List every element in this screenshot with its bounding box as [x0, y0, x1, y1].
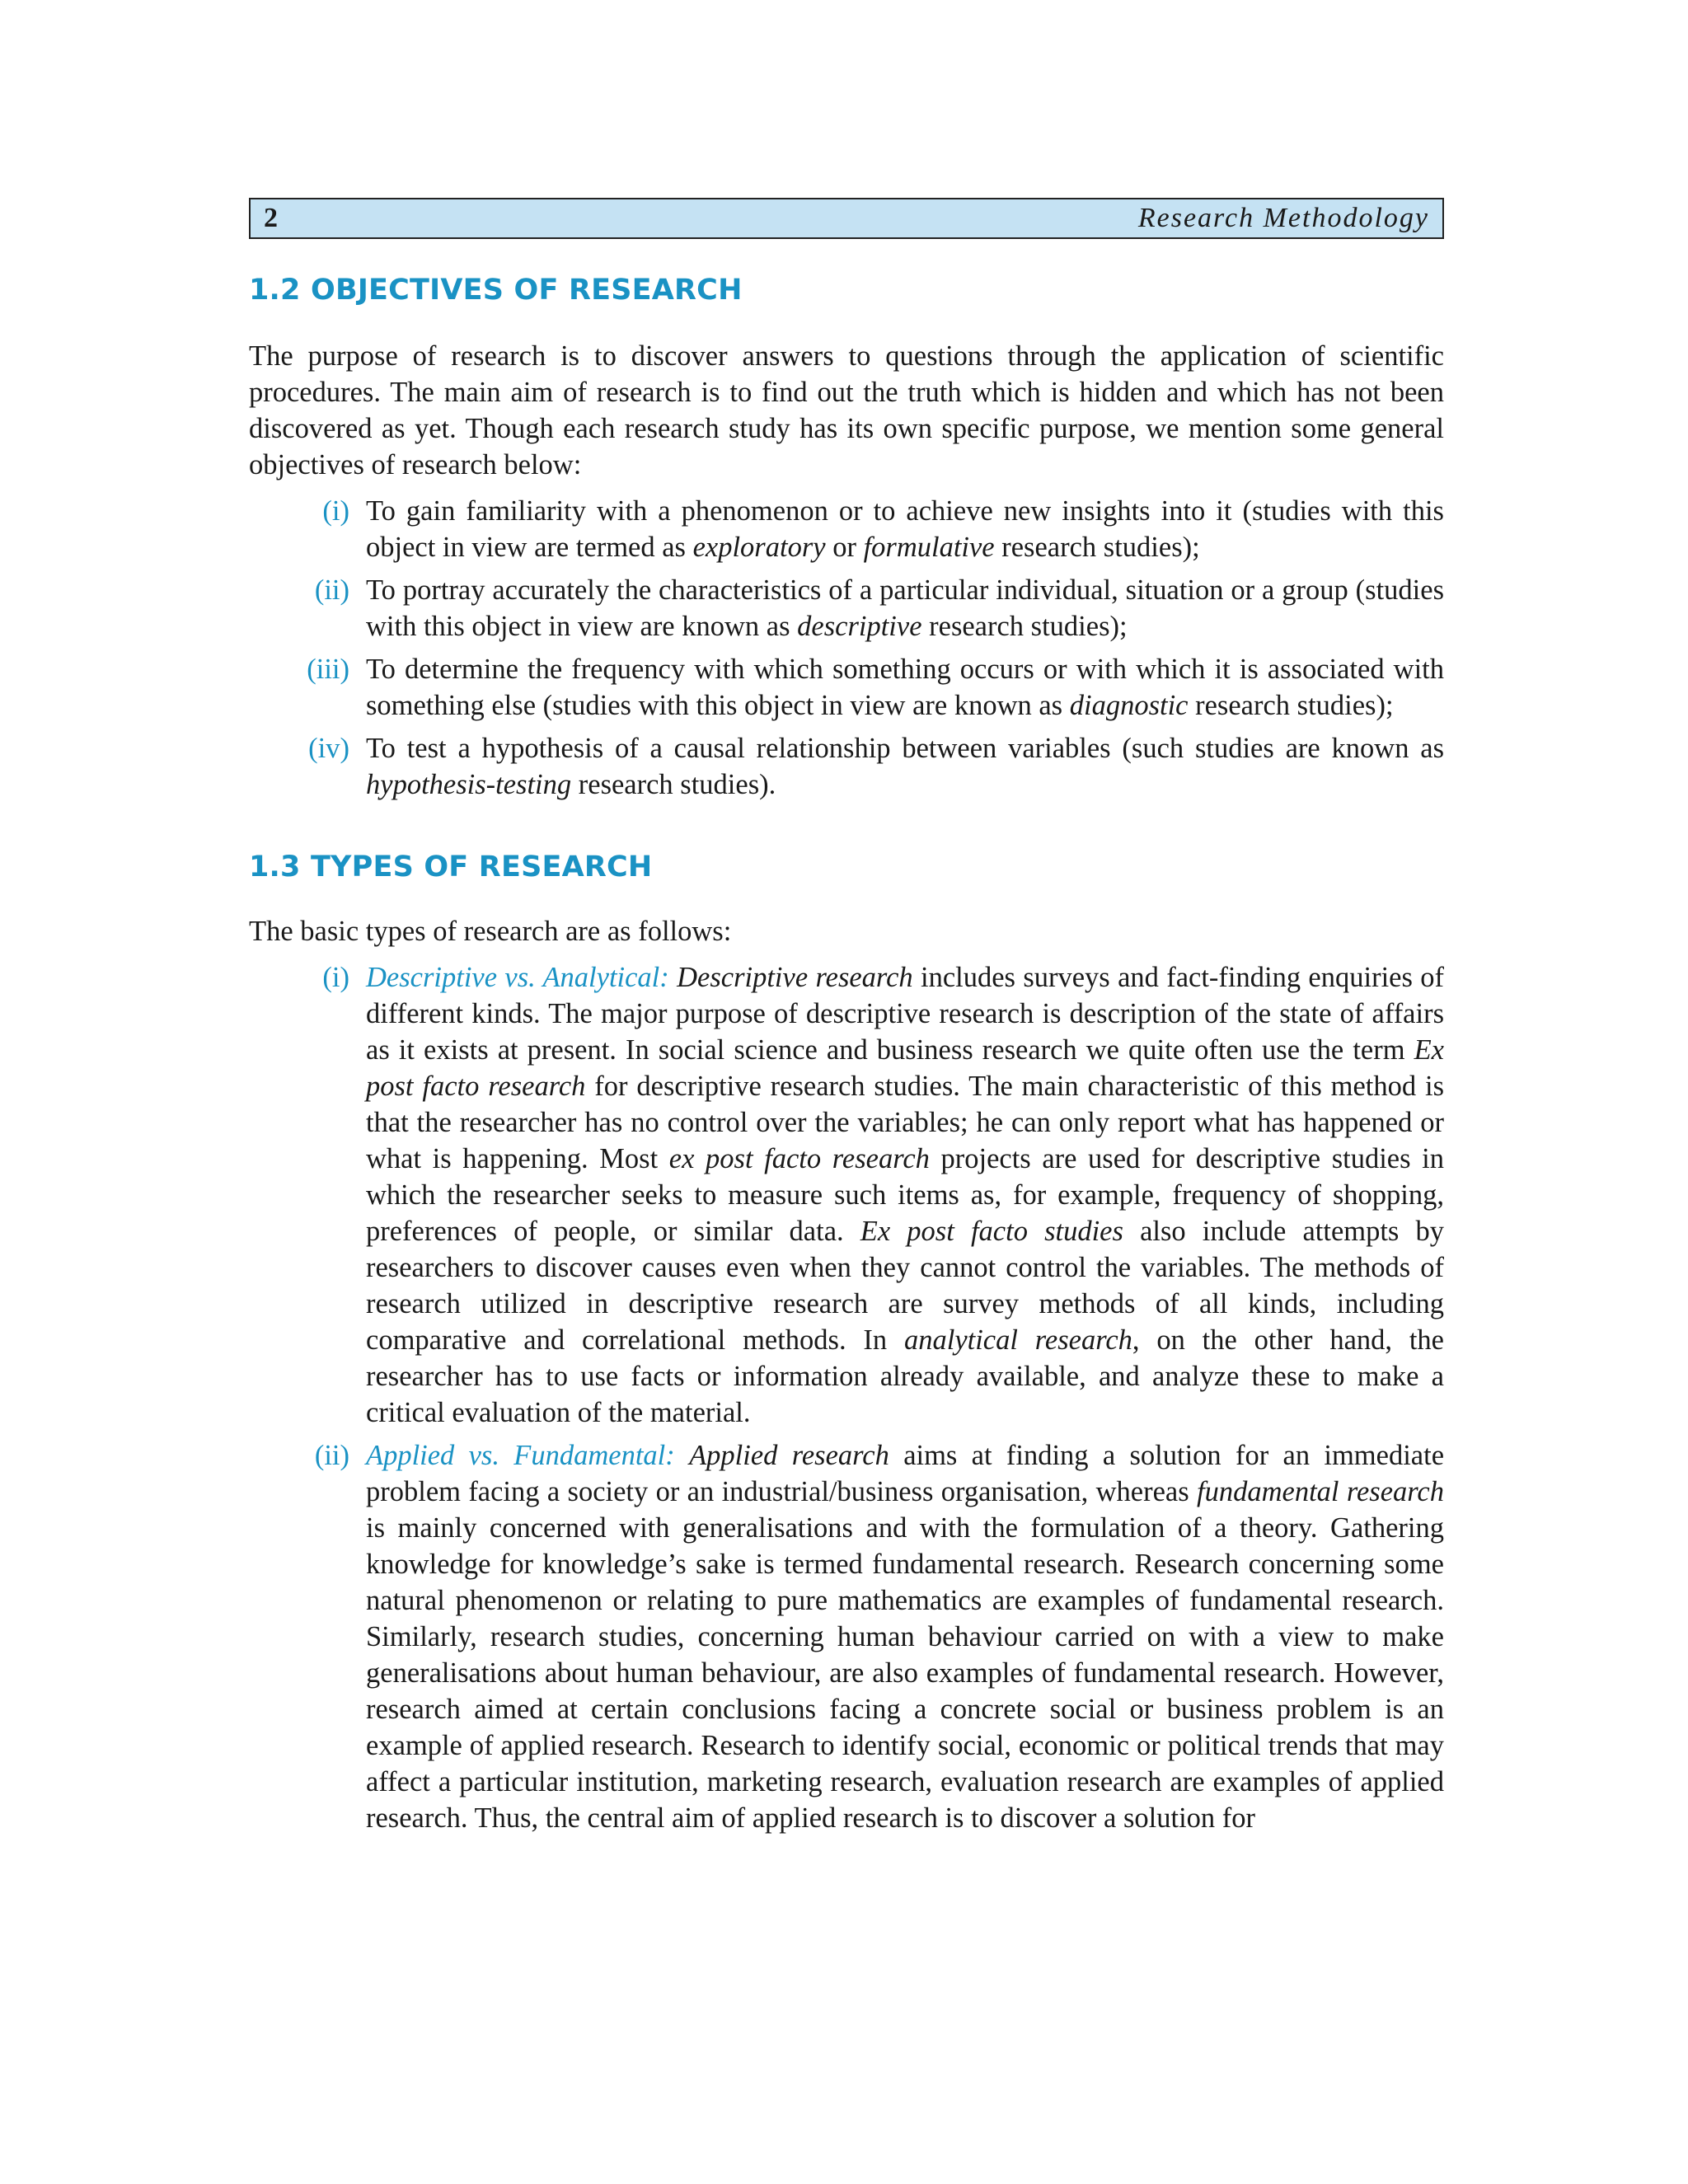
emphasis-term: Applied research — [689, 1440, 889, 1471]
emphasis-term: formulative — [863, 532, 995, 563]
item-number: (iii) — [307, 654, 349, 685]
page-number: 2 — [264, 203, 278, 233]
item-text: Applied vs. Fundamental: Applied research aims at finding a solution for an immediate problem facing a society or an industrial/business organisation, whereas fundamental research is mainly concerned with generalisations and with the formulation of a theory. Gathering knowledge for knowledge’s sake is termed fundamental research. Research concerning some natural phenomenon or relating to pure mathematics are examples of fundamental research. Similarly, research studies, concerning human behaviour carried on with a view to make generalisations about human behaviour, are also examples of fundamental research. However, research aimed at certain conclusions facing a concrete social or business problem is an example of applied research. Research to identify social, economic or political trends that may affect a particular institution, marketing research, evaluation research are examples of applied research. Thus, the central aim of applied research is to discover a solution for — [366, 1440, 1445, 1834]
item-lead-term: Applied vs. Fundamental: — [366, 1440, 675, 1471]
objectives-intro-paragraph: The purpose of research is to discover answers to questions through the application of scientific procedures. The main aim of research is to find out the truth which is hidden and which has not been discovered as yet. Though each research study has its own specific purpose, we mention some general objectives of research below: — [249, 340, 1444, 480]
objective-item — [249, 730, 1444, 803]
emphasis-term: hypothesis-testing — [366, 769, 572, 800]
item-lead-term: Descriptive vs. Analytical: — [366, 962, 669, 993]
running-header — [249, 198, 1444, 239]
section-heading-types: 1.3 TYPES OF RESEARCH — [249, 851, 653, 883]
section-heading-objectives: 1.2 OBJECTIVES OF RESEARCH — [249, 274, 743, 307]
emphasis-term: ex post facto research — [668, 1143, 930, 1174]
item-text: To test a hypothesis of a causal relationship between variables (such studies are known as hypothesis-testing research studies). — [366, 733, 1444, 800]
page-content — [249, 198, 1444, 1836]
objective-item — [249, 493, 1444, 565]
item-number: (ii) — [314, 574, 349, 606]
item-number: (ii) — [314, 1440, 349, 1471]
item-text: To gain familiarity with a phenomenon or to achieve new insights into it (studies with this object in view are termed as exploratory or formulative research studies); — [366, 495, 1444, 563]
emphasis-term: Descriptive research — [677, 962, 913, 993]
item-text: Descriptive vs. Analytical: Descriptive research includes surveys and fact-finding enquiries of different kinds. The major purpose of descriptive research is description of the state of affairs as it exists at present. In social science and business research we quite often use the term Ex post facto research for descriptive research studies. The main characteristic of this method is that the researcher has no control over the variables; he can only report what has happened or what is happening. Most ex post facto research projects are used for descriptive studies in which the researcher seeks to measure such items as, for example, frequency of shopping, preferences of people, or similar data. Ex post facto studies also include attempts by researchers to discover causes even when they cannot control the variables. The methods of research utilized in descriptive research are survey methods of all kinds, including comparative and correlational methods. In analytical research, on the other hand, the researcher has to use facts or information already available, and analyze these to make a critical evaluation of the material. — [366, 962, 1444, 1428]
emphasis-term: Ex post facto studies — [860, 1216, 1123, 1247]
emphasis-term: fundamental research — [1197, 1476, 1444, 1507]
objective-item — [249, 651, 1444, 724]
types-intro-paragraph: The basic types of research are as follows: — [249, 916, 732, 947]
item-number: (i) — [322, 962, 349, 993]
objective-item — [249, 572, 1444, 644]
type-item — [249, 1437, 1444, 1836]
emphasis-term: Ex post facto research — [366, 1034, 1444, 1102]
item-text: To determine the frequency with which something occurs or with which it is associated with something else (studies with this object in view are known as diagnostic research studies); — [366, 654, 1444, 721]
types-list — [249, 959, 1444, 1836]
emphasis-term: descriptive — [797, 611, 922, 642]
item-number: (i) — [322, 495, 349, 527]
item-text: To portray accurately the characteristics of a particular individual, situation or a group (studies with this object in view are known as descriptive research studies); — [366, 574, 1444, 642]
objectives-list — [249, 493, 1444, 803]
emphasis-term: analytical research — [903, 1324, 1132, 1356]
emphasis-term: diagnostic — [1069, 690, 1189, 721]
type-item — [249, 959, 1444, 1431]
emphasis-term: exploratory — [692, 532, 826, 563]
book-title: Research Methodology — [1137, 203, 1429, 233]
item-number: (iv) — [308, 733, 349, 764]
